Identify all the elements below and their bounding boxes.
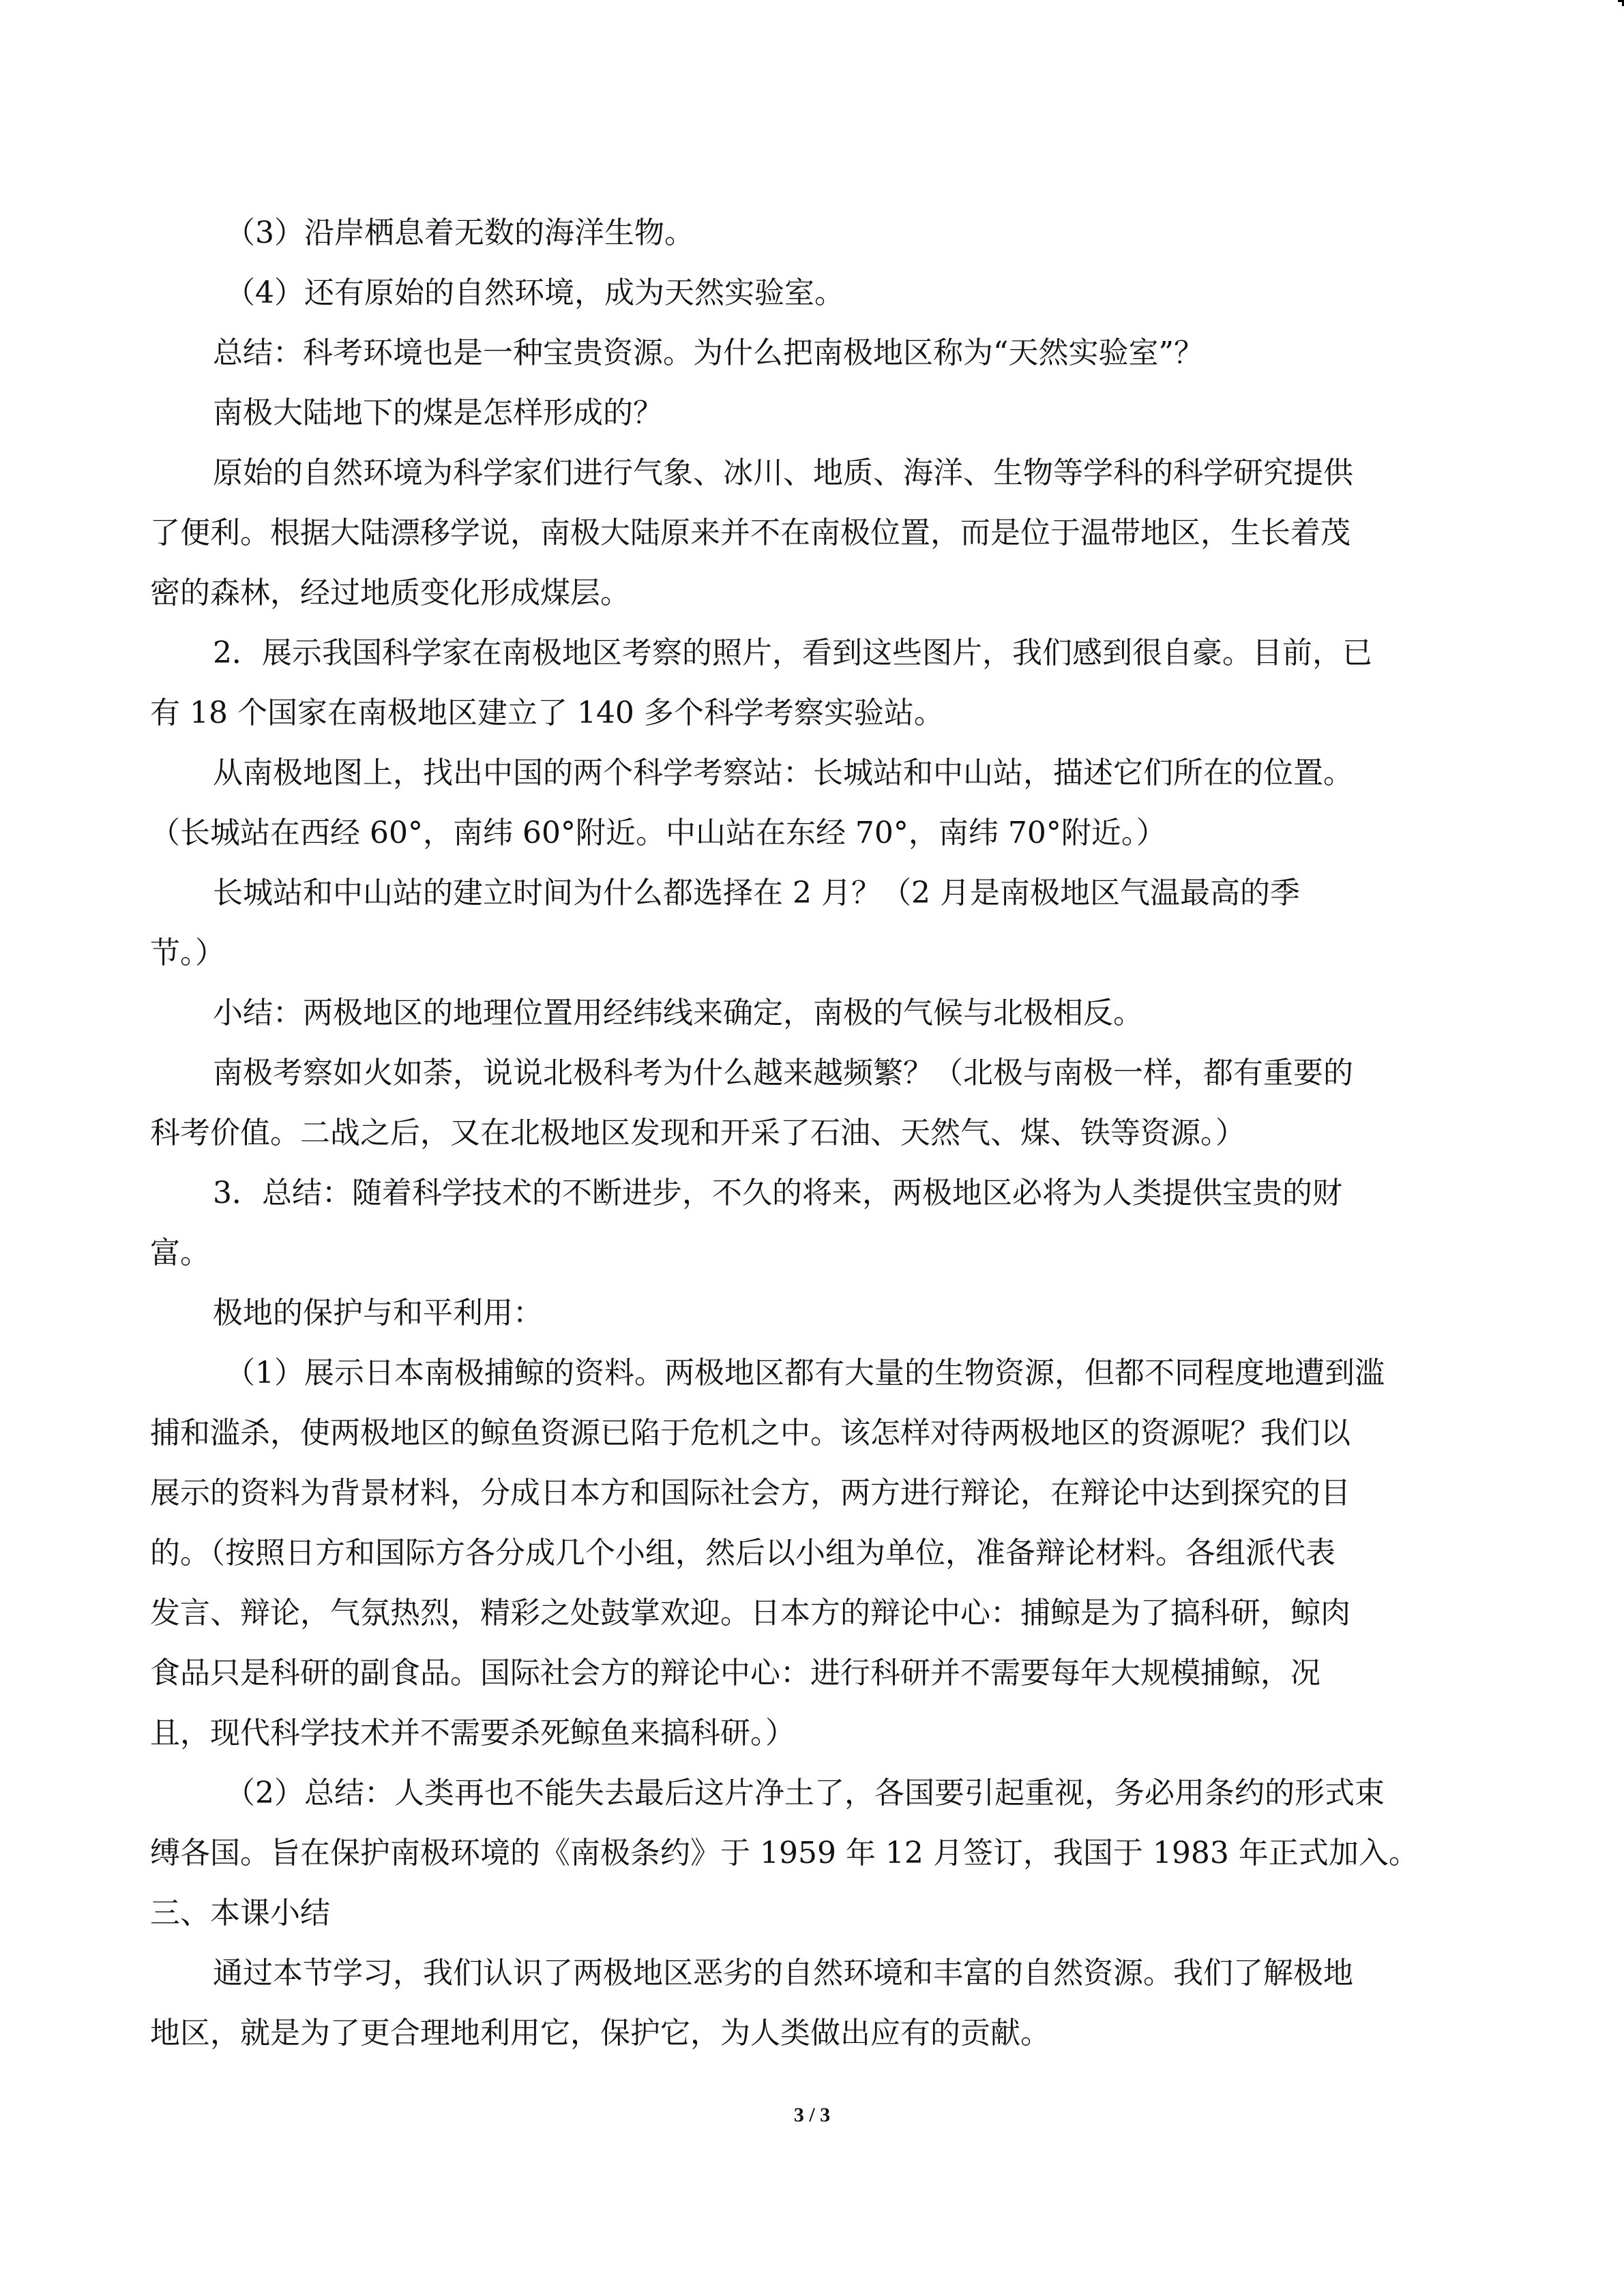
text-line: 捕和滥杀，使两极地区的鲸鱼资源已陷于危机之中。该怎样对待两极地区的资源呢？我们以 (150, 1416, 1350, 1450)
text-line: 展示的资料为背景材料，分成日本方和国际社会方，两方进行辩论，在辩论中达到探究的目 (150, 1476, 1350, 1510)
section-heading: 三、本课小结 (150, 1896, 330, 1930)
text-line: （2）总结：人类再也不能失去最后这片净土了，各国要引起重视，务必用条约的形式束 (225, 1776, 1385, 1810)
text-line: 富。 (150, 1236, 210, 1270)
text-line: 小结：两极地区的地理位置用经纬线来确定，南极的气候与北极相反。 (213, 996, 1143, 1030)
text-line: 缚各国。旨在保护南极环境的《南极条约》于 1959 年 12 月签订，我国于 1983 年正式加入。 (150, 1836, 1419, 1870)
text-line: （3）沿岸栖息着无数的海洋生物。 (225, 215, 694, 250)
text-line: 南极考察如火如荼，说说北极科考为什么越来越频繁？（北极与南极一样，都有重要的 (213, 1056, 1353, 1090)
text-line: （4）还有原始的自然环境，成为天然实验室。 (225, 275, 844, 310)
text-line: 节。） (150, 936, 225, 970)
text-line: 有 18 个国家在南极地区建立了 140 多个科学考察实验站。 (150, 696, 944, 730)
text-line: （长城站在西经 60°，南纬 60°附近。中山站在东经 70°，南纬 70°附近。） (150, 816, 1166, 850)
text-line: 总结：科考环境也是一种宝贵资源。为什么把南极地区称为“天然实验室”？ (213, 336, 1204, 370)
text-line: 长城站和中山站的建立时间为什么都选择在 2 月？（2 月是南极地区气温最高的季 (213, 876, 1300, 910)
text-line: （1）展示日本南极捕鲸的资料。两极地区都有大量的生物资源，但都不同程度地遭到滥 (225, 1356, 1385, 1390)
text-line: 极地的保护与和平利用： (213, 1296, 543, 1330)
text-line: 地区，就是为了更合理地利用它，保护它，为人类做出应有的贡献。 (150, 2016, 1050, 2051)
text-line: 南极大陆地下的煤是怎样形成的？ (213, 396, 663, 430)
text-line: 食品只是科研的副食品。国际社会方的辩论中心：进行科研并不需要每年大规模捕鲸，况 (150, 1656, 1320, 1690)
page-corner-mark (1618, 0, 1624, 6)
text-line: 的。（按照日方和国际方各分成几个小组，然后以小组为单位，准备辩论材料。各组派代表 (150, 1536, 1335, 1570)
text-line: 原始的自然环境为科学家们进行气象、冰川、地质、海洋、生物等学科的科学研究提供 (213, 456, 1353, 490)
text-line: 3．总结：随着科学技术的不断进步，不久的将来，两极地区必将为人类提供宝贵的财 (213, 1176, 1342, 1210)
text-line: 发言、辩论，气氛热烈，精彩之处鼓掌欢迎。日本方的辩论中心：捕鲸是为了搞科研，鲸肉 (150, 1596, 1350, 1630)
text-line: 2．展示我国科学家在南极地区考察的照片，看到这些图片，我们感到很自豪。目前，已 (213, 636, 1372, 670)
page-number: 3 / 3 (793, 2104, 831, 2126)
text-line: 密的森林，经过地质变化形成煤层。 (150, 576, 630, 610)
text-line: 且，现代科学技术并不需要杀死鲸鱼来搞科研。） (150, 1716, 795, 1750)
text-line: 科考价值。二战之后，又在北极地区发现和开采了石油、天然气、煤、铁等资源。） (150, 1116, 1245, 1150)
text-line: 了便利。根据大陆漂移学说，南极大陆原来并不在南极位置，而是位于温带地区，生长着茂 (150, 516, 1350, 550)
text-line: 通过本节学习，我们认识了两极地区恶劣的自然环境和丰富的自然资源。我们了解极地 (213, 1956, 1353, 1991)
text-line: 从南极地图上，找出中国的两个科学考察站：长城站和中山站，描述它们所在的位置。 (213, 756, 1353, 790)
